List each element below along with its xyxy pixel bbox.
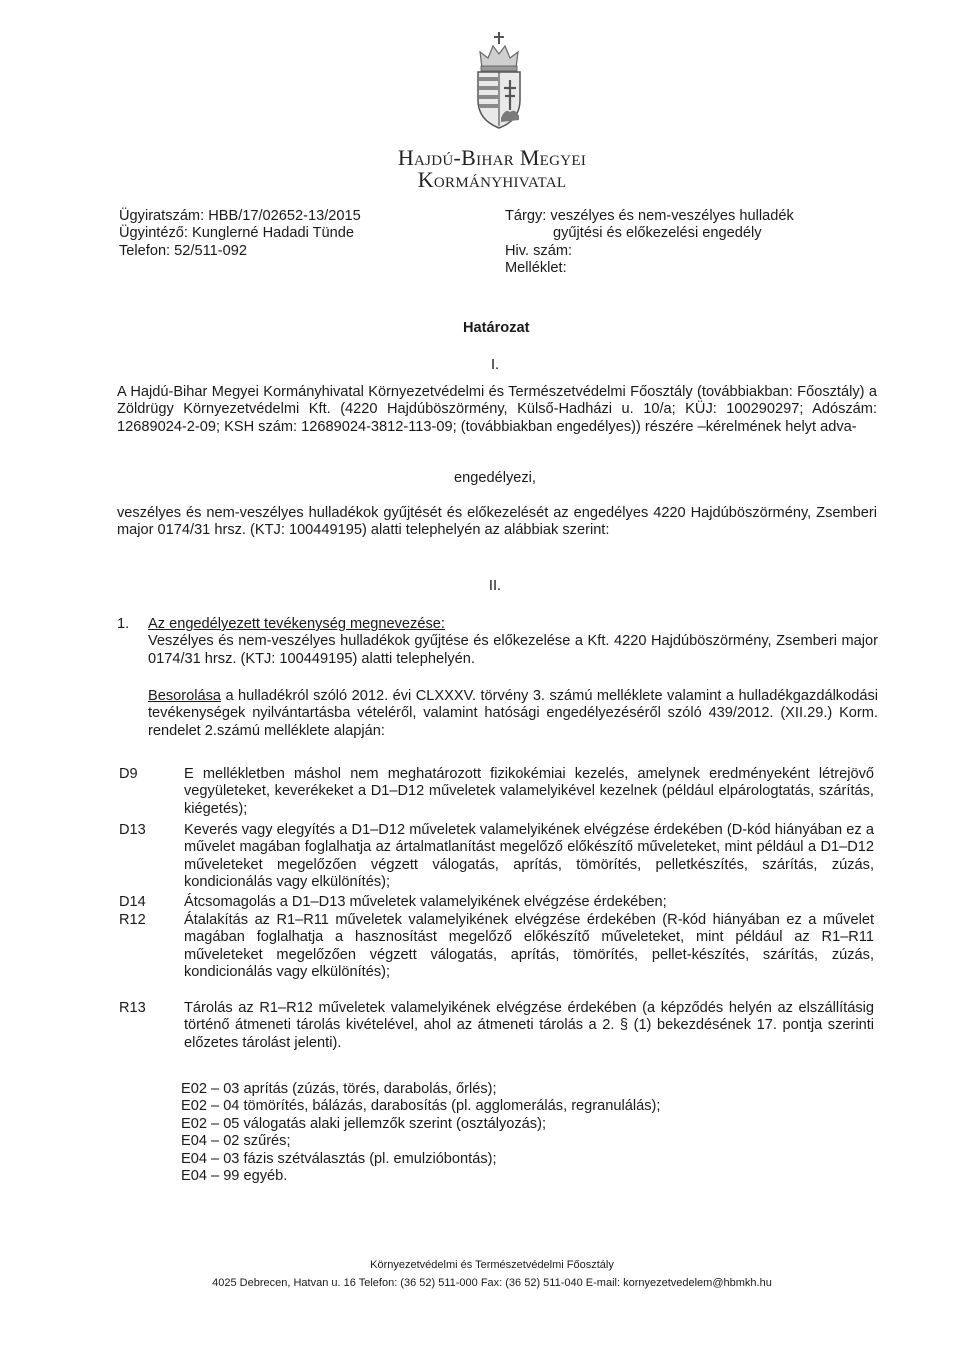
case-number: Ügyiratszám: HBB/17/02652-13/2015 — [119, 208, 361, 224]
operation-code: D9 — [119, 766, 138, 782]
technique-item: E02 – 05 válogatás alaki jellemzők szerint (osztályozás); — [181, 1115, 547, 1132]
office-name-line1: Hajdú-Bihar Megyei — [397, 145, 587, 170]
section-numeral-1: I. — [490, 357, 500, 373]
operation-text: E mellékletben máshol nem meghatározott fizikokémiai kezelés, amelynek eredményeként létrejövő vegyületeket, keverékeket a D1–D12 műveletek valamelyikével kezelnek (például elpárologtatás, szárítás, kiégetés); — [184, 766, 874, 817]
activity-block — [148, 616, 878, 668]
technique-item: E04 – 02 szűrés; — [181, 1133, 291, 1150]
classification-text: a hulladékról szóló 2012. évi CLXXXV. törvény 3. számú melléklete valamint a hulladékgazdálkodási tevékenységek nyilvántartásba vételéről, valamint hatósági engedélyezéséről szóló 439/2012. (XII.29.) Korm. rendelet 2.számú melléklete alapján: — [148, 688, 878, 739]
operation-code: R13 — [119, 1000, 146, 1016]
classification-label: Besorolása — [148, 688, 222, 704]
operation-text: Átcsomagolás a D1–D13 műveletek valamelyikének elvégzése érdekében; — [184, 894, 667, 910]
reference-number: Hiv. szám: — [505, 242, 573, 259]
coat-of-arms-icon — [468, 30, 530, 130]
document-title: Határozat — [463, 320, 530, 336]
decision-verb: engedélyezi, — [454, 470, 536, 486]
case-meta-left — [119, 208, 361, 260]
operation-text: Keverés vagy elegyítés a D1–D12 műveletek valamelyikének elvégzése érdekében (D-kód hiányában ez a művelet magában foglalhatja az ártalmatlanítást megelőző előkészítő műveleteket, mint például a D1–D12 műveleteket megelőzően végzett válogatás, aprítás, tömörítés, pelletkészítés, szárítás, zúzás, kondicionálás vagy elkülönítés); — [184, 822, 874, 891]
technique-item: E02 – 04 tömörítés, bálázás, darabosítás (pl. agglomerálás, regranulálás); — [181, 1098, 661, 1115]
classification-paragraph — [148, 688, 878, 740]
footer-contact: 4025 Debrecen, Hatvan u. 16 Telefon: (36 52) 511-000 Fax: (36 52) 511-040 E-mail: kornyezetvedelem@hbmkh.hu — [212, 1277, 772, 1289]
item-number: 1. — [117, 616, 130, 632]
decision-scope: veszélyes és nem-veszélyes hulladékok gyűjtését és előkezelését az engedélyes 4220 Hajdúböszörmény, Zsemberi major 0174/31 hrsz. (KTJ: 100449195) alatti telephelyén az alábbiak szerint: — [117, 505, 877, 539]
subject-line2: gyűjtési és előkezelési engedély — [553, 225, 762, 242]
operation-code: D14 — [119, 894, 146, 910]
operation-text: Tárolás az R1–R12 műveletek valamelyikének elvégzése érdekében (a képződés helyén az elszállításig történő átmeneti tárolás kivételével, ahol az átmeneti tárolás a 2. § (1) bekezdésének 17. pontja szerinti előzetes tárolást jelenti). — [184, 1000, 874, 1051]
decision-intro: A Hajdú-Bihar Megyei Kormányhivatal Környezetvédelmi és Természetvédelmi Főosztály (továbbiakban: Főosztály) a Zöldrügy Környezetvédelmi Kft. (4220 Hajdúböszörmény, Külső-Hadházi u. 10/a; KÜJ: 100290297; Adószám: 12689024-2-09; KSH szám: 12689024-3812-113-09; (továbbiakban engedélyes)) részére –kérelmének helyt adva- — [117, 384, 877, 435]
activity-text: Veszélyes és nem-veszélyes hulladékok gyűjtése és előkezelése a Kft. 4220 Hajdúböszörmény, Zsemberi major 0174/31 hrsz. (KTJ: 100449195) alatti telephelyén. — [148, 633, 878, 667]
subject-line1: Tárgy: veszélyes és nem-veszélyes hulladék — [505, 208, 794, 224]
office-name-line2: Kormányhivatal — [417, 167, 567, 192]
technique-list — [181, 1081, 660, 1185]
administrator: Ügyintéző: Kunglerné Hadadi Tünde — [119, 225, 355, 242]
technique-item: E04 – 03 fázis szétválasztás (pl. emulzióbontás); — [181, 1150, 497, 1167]
activity-heading: Az engedélyezett tevékenység megnevezése: — [148, 616, 445, 632]
operation-code: R12 — [119, 912, 146, 928]
footer-department: Környezetvédelmi és Természetvédelmi Főosztály — [370, 1259, 614, 1271]
operation-text: Átalakítás az R1–R11 műveletek valamelyikének elvégzése érdekében (R-kód hiányában ez a művelet magában foglalhatja a hasznosítást megelőző előkészítő műveleteket, mint például az R1–R11 műveleteket megelőzően végzett válogatás, aprítás, tömörítés, pellet-készítés, szárítás, zúzás, kondicionálás vagy elkülönítés); — [184, 912, 874, 981]
attachment: Melléklet: — [505, 260, 567, 277]
technique-item: E02 – 03 aprítás (zúzás, törés, darabolás, őrlés); — [181, 1081, 497, 1097]
phone: Telefon: 52/511-092 — [119, 242, 247, 259]
case-meta-right — [505, 208, 845, 278]
operation-code: D13 — [119, 822, 146, 838]
technique-item: E04 – 99 egyéb. — [181, 1168, 288, 1185]
section-numeral-2: II. — [488, 578, 502, 594]
